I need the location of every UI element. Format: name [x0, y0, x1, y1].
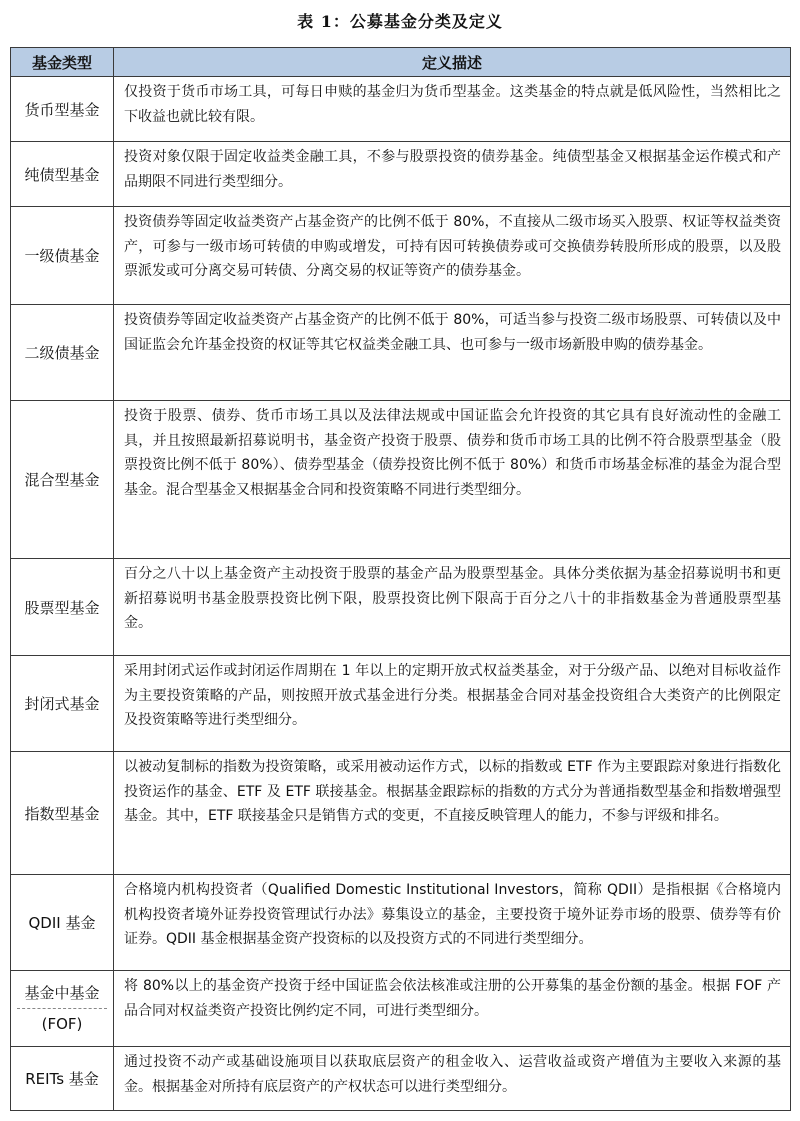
table-row	[11, 656, 791, 752]
fund-type-abbr: (FOF)	[41, 1015, 83, 1033]
definition-cell: 投资于股票、债券、货币市场工具以及法律法规或中国证监会允许投资的其它具有良好流动性的金融工具，并且按照最新招募说明书，基金资产投资于股票、债券和货币市场工具的比例不符合股票型基金（股票投资比例不低于 80%）、债券型基金（债券投资比例不低于 80%）和货币市场基金标准的基金为混合型基金。混合型基金又根据基金合同和投资策略不同进行类型细分。	[114, 401, 791, 559]
table-row	[11, 77, 791, 142]
table-caption: 表 1：公募基金分类及定义	[297, 12, 503, 31]
fund-type-cell: QDII 基金	[11, 875, 114, 971]
table-header-row	[11, 48, 791, 77]
fund-type-cell: 股票型基金	[11, 559, 114, 656]
fund-type-cell: 封闭式基金	[11, 656, 114, 752]
definition-cell: 投资债券等固定收益类资产占基金资产的比例不低于 80%，可适当参与投资二级市场股票、可转债以及中国证监会允许基金投资的权证等其它权益类金融工具、也可参与一级市场新股申购的债券基金。	[114, 305, 791, 401]
table-row	[11, 207, 791, 305]
fund-type-cell: 货币型基金	[11, 77, 114, 142]
definition-cell: 采用封闭式运作或封闭运作周期在 1 年以上的定期开放式权益类基金，对于分级产品、以绝对目标收益作为主要投资策略的产品，则按照开放式基金进行分类。根据基金合同对基金投资组合大类资产的比例限定及投资策略等进行类型细分。	[114, 656, 791, 752]
fund-type-cell: REITs 基金	[11, 1047, 114, 1111]
table-row	[11, 142, 791, 207]
fund-classification-table	[10, 47, 791, 1111]
table-row	[11, 559, 791, 656]
definition-cell: 投资债券等固定收益类资产占基金资产的比例不低于 80%，不直接从二级市场买入股票、权证等权益类资产，可参与一级市场可转债的申购或增发，可持有因可转换债券或可交换债券转股所形成的股票，以及股票派发或可分离交易可转债、分离交易的权证等资产的债券基金。	[114, 207, 791, 305]
definition-cell: 以被动复制标的指数为投资策略，或采用被动运作方式，以标的指数或 ETF 作为主要跟踪对象进行指数化投资运作的基金、ETF 及 ETF 联接基金。根据基金跟踪标的指数的方式分为普通指数型基金和指数增强型基金。其中，ETF 联接基金只是销售方式的变更，不直接反映管理人的能力，不参与评级和排名。	[114, 752, 791, 875]
definition-cell: 合格境内机构投资者（Qualified Domestic Institutional Investors，简称 QDII）是指根据《合格境内机构投资者境外证券投资管理试行办法》募集设立的基金，主要投资于境外证券市场的股票、债券等有价证券。QDII 基金根据基金资产投资标的以及投资方式的不同进行类型细分。	[114, 875, 791, 971]
fund-type-name: 基金中基金	[17, 978, 107, 1009]
definition-cell: 百分之八十以上基金资产主动投资于股票的基金产品为股票型基金。具体分类依据为基金招募说明书和更新招募说明书基金股票投资比例下限，股票投资比例下限高于百分之八十的非指数基金为普通股票型基金。	[114, 559, 791, 656]
fund-type-cell: 纯债型基金	[11, 142, 114, 207]
definition-cell: 仅投资于货币市场工具，可每日申赎的基金归为货币型基金。这类基金的特点就是低风险性，当然相比之下收益也就比较有限。	[114, 77, 791, 142]
fund-type-cell: 指数型基金	[11, 752, 114, 875]
table-row	[11, 971, 791, 1047]
header-fund-type: 基金类型	[11, 48, 114, 77]
definition-cell: 通过投资不动产或基础设施项目以获取底层资产的租金收入、运营收益或资产增值为主要收入来源的基金。根据基金对所持有底层资产的产权状态可以进行类型细分。	[114, 1047, 791, 1111]
fund-type-cell	[11, 971, 114, 1047]
table-row	[11, 305, 791, 401]
table-row	[11, 1047, 791, 1111]
table-row	[11, 401, 791, 559]
header-definition: 定义描述	[114, 48, 791, 77]
fund-type-cell: 混合型基金	[11, 401, 114, 559]
fund-type-cell: 一级债基金	[11, 207, 114, 305]
definition-cell: 投资对象仅限于固定收益类金融工具，不参与股票投资的债券基金。纯债型基金又根据基金运作模式和产品期限不同进行类型细分。	[114, 142, 791, 207]
table-row	[11, 752, 791, 875]
fund-type-cell: 二级债基金	[11, 305, 114, 401]
definition-cell: 将 80%以上的基金资产投资于经中国证监会依法核准或注册的公开募集的基金份额的基金。根据 FOF 产品合同对权益类资产投资比例约定不同，可进行类型细分。	[114, 971, 791, 1047]
table-row	[11, 875, 791, 971]
